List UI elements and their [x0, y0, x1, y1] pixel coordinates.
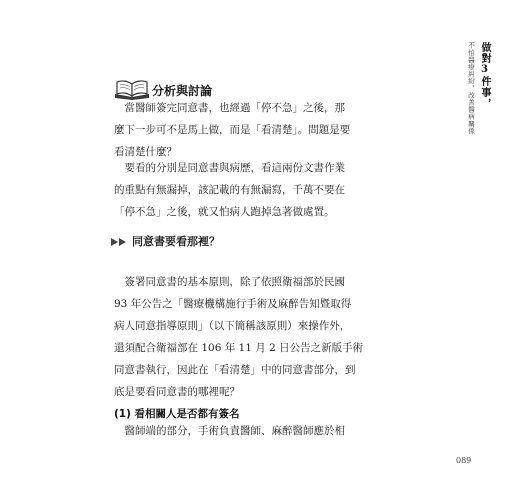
running-header — [458, 42, 502, 162]
text-line: 醫師端的部分，手術負責醫師、麻醉醫師應於相 — [114, 425, 345, 437]
item-heading: (1) 看相關人是否都有簽名 — [114, 408, 240, 420]
text-line: 看清楚什麼？ — [114, 146, 177, 158]
text-line: 要看的分別是同意書與病歷，看這兩份文書作業 — [114, 162, 345, 174]
paragraph-intro-1 — [114, 97, 394, 163]
book-subtitle: 不怕醫療糾紛，改善醫病關係 — [467, 42, 475, 135]
text-line: 同意書執行，因此在「看清楚」中的同意書部分，到 — [114, 364, 356, 376]
text-line: 93 年公告之「醫療機構施行手術及麻醉告知暨取得 — [114, 298, 352, 310]
double-arrow-icon — [110, 237, 132, 247]
section-title: 分析與討論 — [152, 84, 213, 98]
text-line: 麼下一步可不是馬上做，而是「看清楚」。問題是要 — [114, 124, 351, 136]
item-paragraph — [114, 420, 394, 442]
text-line: 底是要看同意書的哪裡呢？ — [114, 386, 240, 398]
page-number: 089 — [456, 456, 472, 465]
text-line: 簽署同意書的基本原則，除了依照衛福部於民國 — [114, 276, 345, 288]
paragraph-main — [114, 271, 394, 403]
subsection-title: 同意書要看那裡？ — [132, 235, 220, 248]
book-title: 做對3件事， — [479, 42, 490, 109]
text-line: 「停不急」之後，就又怕病人跑掉急著做處置。 — [114, 206, 335, 218]
text-line: 當醫師簽完同意書，也經過「停不急」之後，那 — [114, 102, 345, 114]
subsection-heading — [110, 233, 220, 249]
text-line: 病人同意指導原則」（以下簡稱該原則）來操作外， — [114, 320, 351, 332]
paragraph-intro-2 — [114, 157, 394, 223]
text-line: 的重點有無漏掉，該記載的有無漏寫，千萬不要在 — [114, 184, 345, 196]
text-line: 還須配合衛福部在 106 年 11 月 2 日公告之新版手術 — [114, 342, 364, 354]
